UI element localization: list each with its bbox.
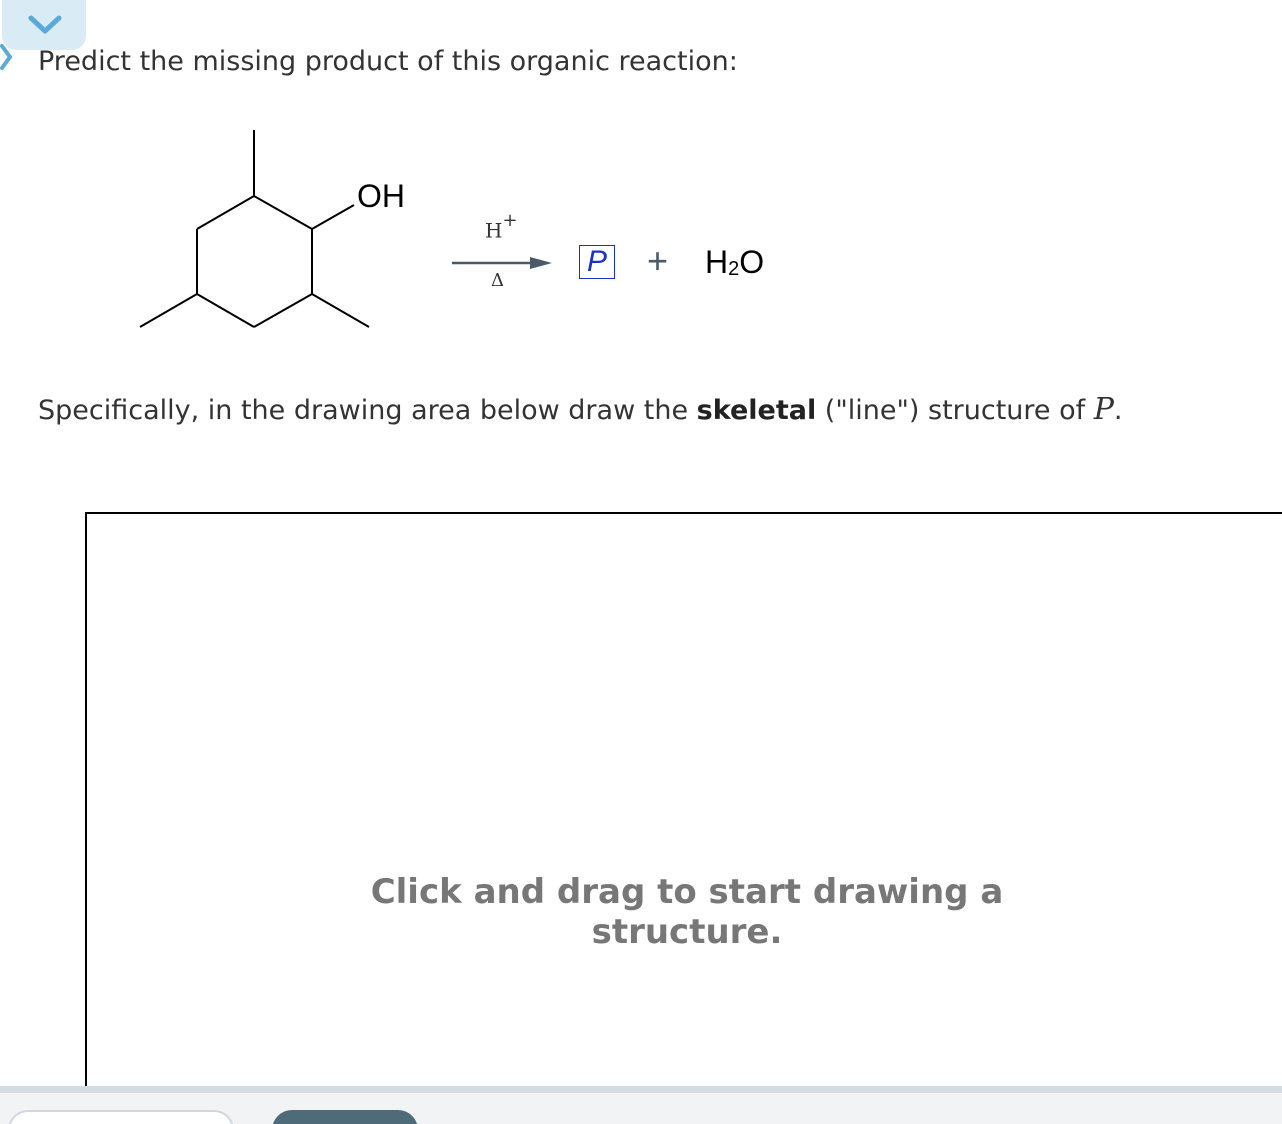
- chevron-right-icon[interactable]: [0, 40, 14, 74]
- reagent-charge: +: [502, 210, 518, 231]
- instruction-bold: skeletal: [696, 395, 817, 426]
- reagent-text: H: [485, 218, 503, 243]
- hydroxyl-label: OH: [357, 178, 405, 214]
- reaction-scheme: [0, 110, 900, 360]
- reaction-arrow: [452, 257, 552, 269]
- question-prompt: Predict the missing product of this organic reaction:: [38, 46, 738, 77]
- product-placeholder: P: [579, 245, 615, 279]
- water-byproduct: [705, 244, 764, 281]
- primary-button[interactable]: [272, 1110, 418, 1124]
- hydroxyl-bond: [312, 205, 354, 229]
- reactant-structure: [0, 110, 900, 360]
- plus-sign: +: [647, 240, 669, 281]
- instruction-variable: P: [1093, 392, 1114, 427]
- heat-symbol: Δ: [491, 270, 504, 291]
- secondary-button[interactable]: [8, 1110, 234, 1124]
- instruction-end: .: [1113, 395, 1123, 426]
- collapse-button[interactable]: [2, 0, 86, 50]
- reagent-label: [485, 210, 518, 243]
- instruction-text: [38, 392, 1123, 427]
- instruction-part-1: Specifically, in the drawing area below draw the: [38, 395, 697, 426]
- chevron-down-icon: [28, 14, 62, 36]
- instruction-part-2: ("line") structure of: [816, 395, 1094, 426]
- methyl-bond-left: [140, 294, 197, 327]
- canvas-hint: Click and drag to start drawing a structure.: [370, 872, 1004, 952]
- water-o: O: [739, 244, 765, 280]
- drawing-canvas[interactable]: [85, 512, 1282, 1086]
- water-h: H: [705, 244, 729, 280]
- cyclohexane-ring: [140, 130, 369, 327]
- methyl-bond-right: [312, 294, 369, 327]
- water-subscript: 2: [728, 258, 740, 280]
